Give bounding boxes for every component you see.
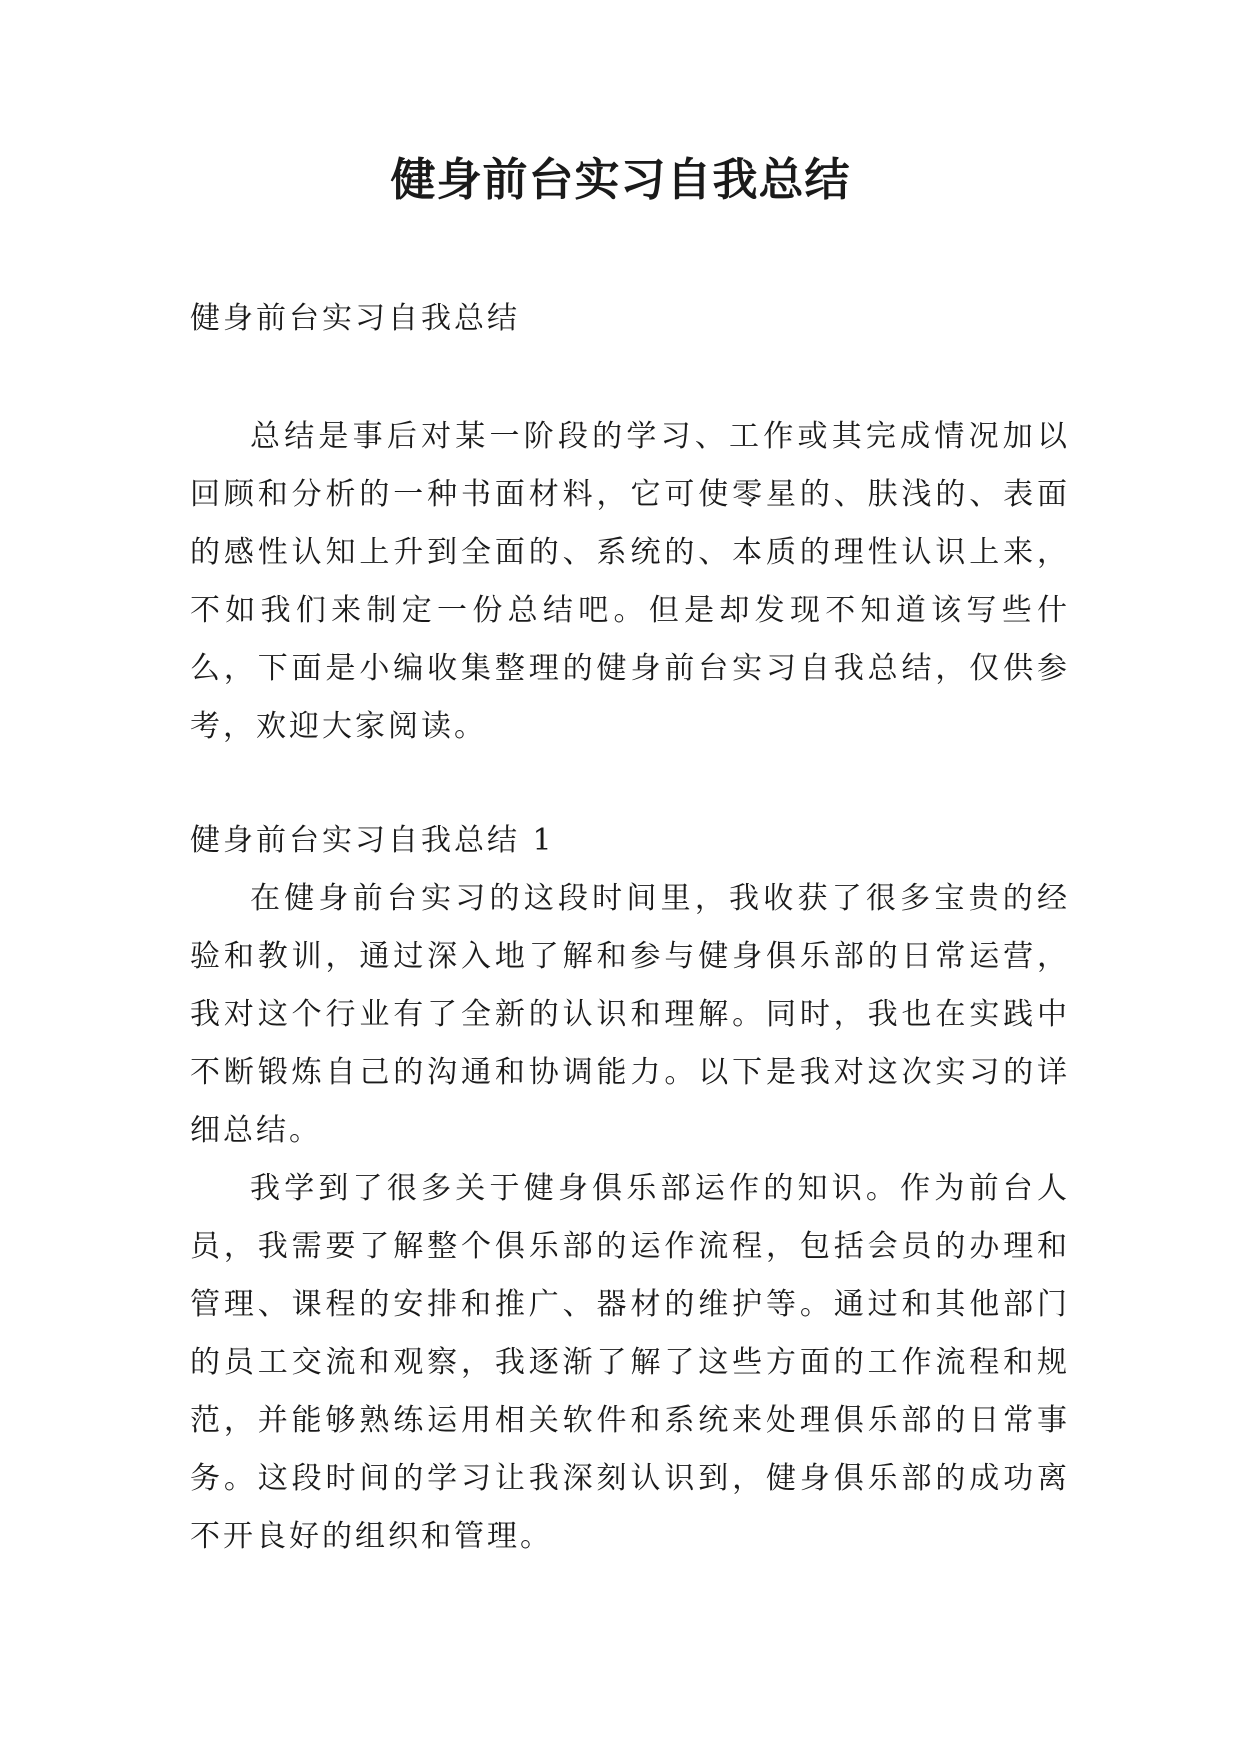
document-title: 健身前台实习自我总结 [390, 153, 851, 206]
section-paragraph: 在健身前台实习的这段时间里，我收获了很多宝贵的经验和教训，通过深入地了解和参与健身俱乐部的日常运营，我对这个行业有了全新的认识和理解。同时，我也在实践中不断锻炼自己的沟通和协调能力。以下是我对这次实习的详细总结。 [190, 881, 1070, 1148]
spacer [190, 756, 1070, 812]
section-paragraph: 我学到了很多关于健身俱乐部运作的知识。作为前台人员，我需要了解整个俱乐部的运作流程，包括会员的办理和管理、课程的安排和推广、器材的维护等。通过和其他部门的员工交流和观察，我逐渐了解了这些方面的工作流程和规范，并能够熟练运用相关软件和系统来处理俱乐部的日常事务。这段时间的学习让我深刻认识到，健身俱乐部的成功离不开良好的组织和管理。 [190, 1171, 1070, 1554]
document-subtitle: 健身前台实习自我总结 [190, 301, 520, 336]
intro-paragraph: 总结是事后对某一阶段的学习、工作或其完成情况加以回顾和分析的一种书面材料，它可使零星的、肤浅的、表面的感性认知上升到全面的、系统的、本质的理性认识上来，不如我们来制定一份总结吧。但是却发现不知道该写些什么，下面是小编收集整理的健身前台实习自我总结，仅供参考，欢迎大家阅读。 [190, 419, 1070, 744]
document-body [190, 290, 1070, 1566]
spacer [190, 348, 1070, 408]
section-heading: 健身前台实习自我总结 1 [190, 823, 555, 858]
